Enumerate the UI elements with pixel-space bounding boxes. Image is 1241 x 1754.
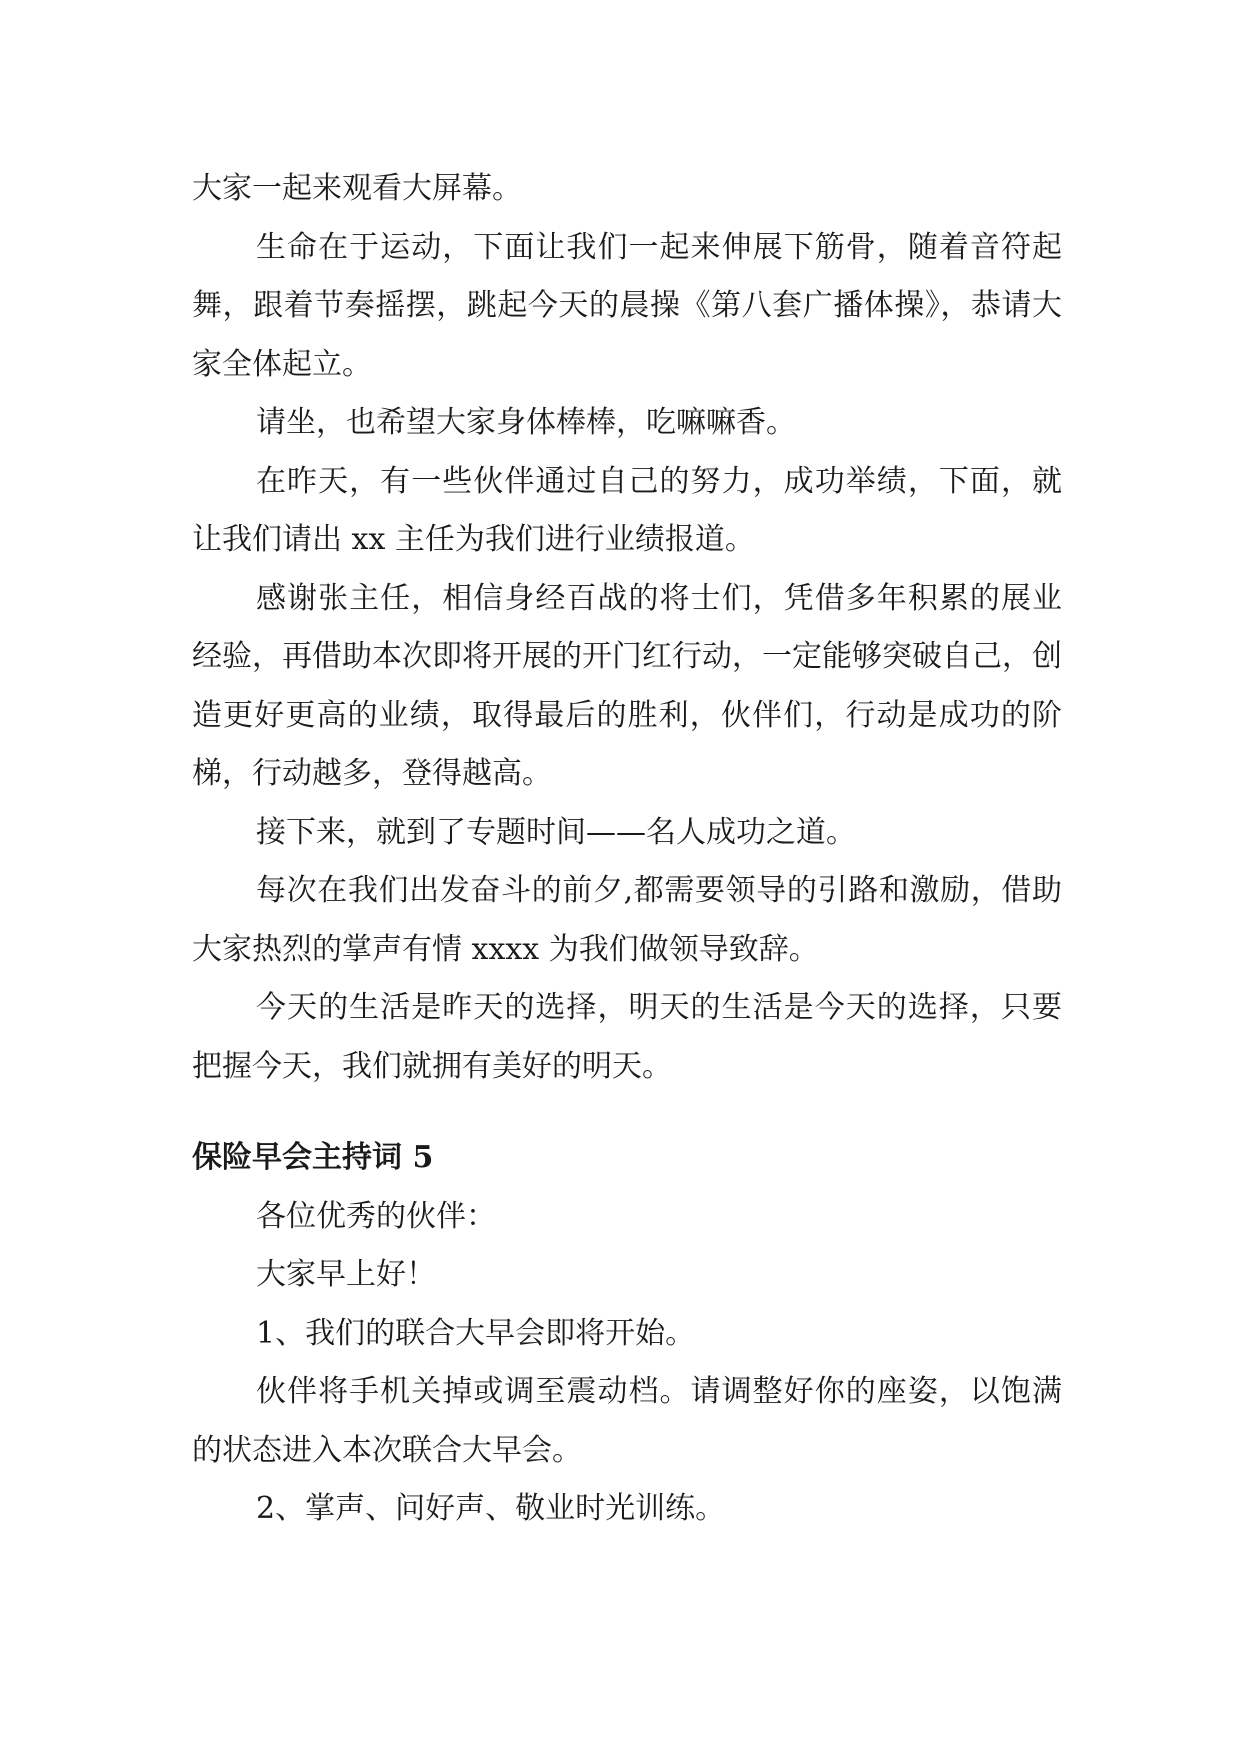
section-heading: 保险早会主持词 5 [192, 1140, 434, 1175]
paragraph: 感谢张主任，相信身经百战的将士们，凭借多年积累的展业经验，再借助本次即将开展的开门红行动，一定能够突破自己，创造更好更高的业绩，取得最后的胜利，伙伴们，行动是成功的阶梯，行动越多，登得越高。 [192, 580, 1062, 791]
paragraph: 每次在我们出发奋斗的前夕,都需要领导的引路和激励，借助大家热烈的掌声有情 xxxx 为我们做领导致辞。 [192, 873, 1062, 967]
paragraph: 生命在于运动，下面让我们一起来伸展下筋骨，随着音符起舞，跟着节奏摇摆，跳起今天的晨操《第八套广播体操》，恭请大家全体起立。 [192, 229, 1062, 382]
paragraph: 今天的生活是昨天的选择，明天的生活是今天的选择，只要把握今天，我们就拥有美好的明天。 [192, 990, 1062, 1084]
paragraph: 2、掌声、问好声、敬业时光训练。 [256, 1491, 726, 1526]
paragraph: 大家早上好！ [256, 1257, 436, 1292]
paragraph: 在昨天，有一些伙伴通过自己的努力，成功举绩，下面，就让我们请出 xx 主任为我们进行业绩报道。 [192, 463, 1062, 557]
paragraph: 接下来，就到了专题时间——名人成功之道。 [256, 814, 856, 850]
paragraph: 请坐，也希望大家身体棒棒，吃嘛嘛香。 [256, 405, 796, 440]
paragraph: 伙伴将手机关掉或调至震动档。请调整好你的座姿，以饱满的状态进入本次联合大早会。 [192, 1374, 1062, 1468]
paragraph: 各位优秀的伙伴： [256, 1198, 496, 1234]
paragraph: 1、我们的联合大早会即将开始。 [256, 1315, 696, 1351]
document-body [192, 160, 1062, 1539]
paragraph: 大家一起来观看大屏幕。 [192, 171, 522, 206]
